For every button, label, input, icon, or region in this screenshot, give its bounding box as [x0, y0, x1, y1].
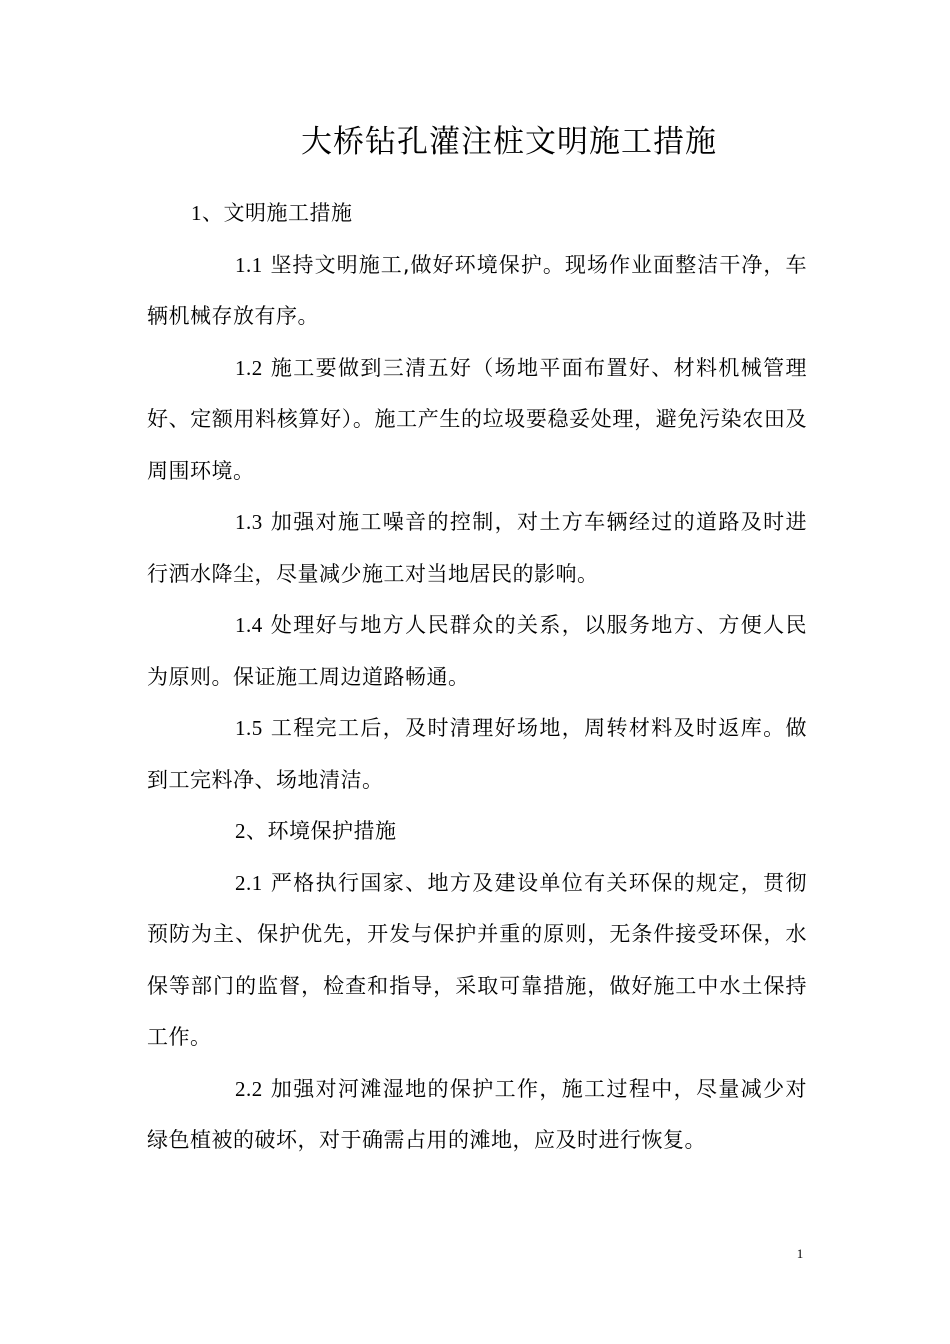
item-text: 工程完工后，及时清理好场地，周转材料及时返库。做到工完料净、场地清洁。	[147, 716, 807, 792]
item-number: 1.4	[235, 613, 263, 637]
paragraph-item	[147, 703, 807, 806]
paragraph-item	[147, 858, 807, 1064]
paragraph-item	[147, 1064, 807, 1167]
item-text: 施工要做到三清五好（场地平面布置好、材料机械管理好、定额用料核算好）。施工产生的垃圾要稳妥处理，避免污染农田及周围环境。	[147, 355, 807, 483]
section-number: 2	[235, 819, 246, 843]
document-title: 大桥钻孔灌注桩文明施工措施	[301, 124, 717, 160]
item-number: 1.5	[235, 716, 263, 740]
section-heading	[147, 188, 807, 240]
document-body	[147, 188, 807, 1167]
paragraph-item	[147, 343, 807, 498]
item-number: 1.1	[235, 252, 263, 277]
item-text: 严格执行国家、地方及建设单位有关环保的规定，贯彻预防为主、保护优先，开发与保护并重的原则，无条件接受环保，水保等部门的监督，检查和指导，采取可靠措施，做好施工中水土保持工作。	[147, 870, 807, 1049]
page-number: 1	[796, 1246, 804, 1261]
paragraph-item	[147, 497, 807, 600]
section-heading	[147, 806, 807, 858]
item-text: 处理好与地方人民群众的关系，以服务地方、方便人民为原则。保证施工周边道路畅通。	[147, 613, 807, 689]
item-number: 1.3	[235, 510, 263, 534]
item-number: 2.2	[235, 1076, 263, 1101]
paragraph-item	[147, 240, 807, 343]
section-number: 1	[191, 201, 202, 225]
section-heading-text: 、环境保护措施	[246, 819, 397, 843]
paragraph-item	[147, 600, 807, 703]
item-number: 1.2	[235, 355, 263, 380]
item-number: 2.1	[235, 870, 263, 895]
section-heading-text: 、文明施工措施	[202, 201, 353, 225]
item-text: 坚持文明施工,做好环境保护。现场作业面整洁干净，车辆机械存放有序。	[147, 252, 807, 328]
item-text: 加强对施工噪音的控制，对土方车辆经过的道路及时进行洒水降尘，尽量减少施工对当地居民的影响。	[147, 510, 807, 586]
item-text: 加强对河滩湿地的保护工作，施工过程中，尽量减少对绿色植被的破坏，对于确需占用的滩地，应及时进行恢复。	[147, 1076, 807, 1152]
